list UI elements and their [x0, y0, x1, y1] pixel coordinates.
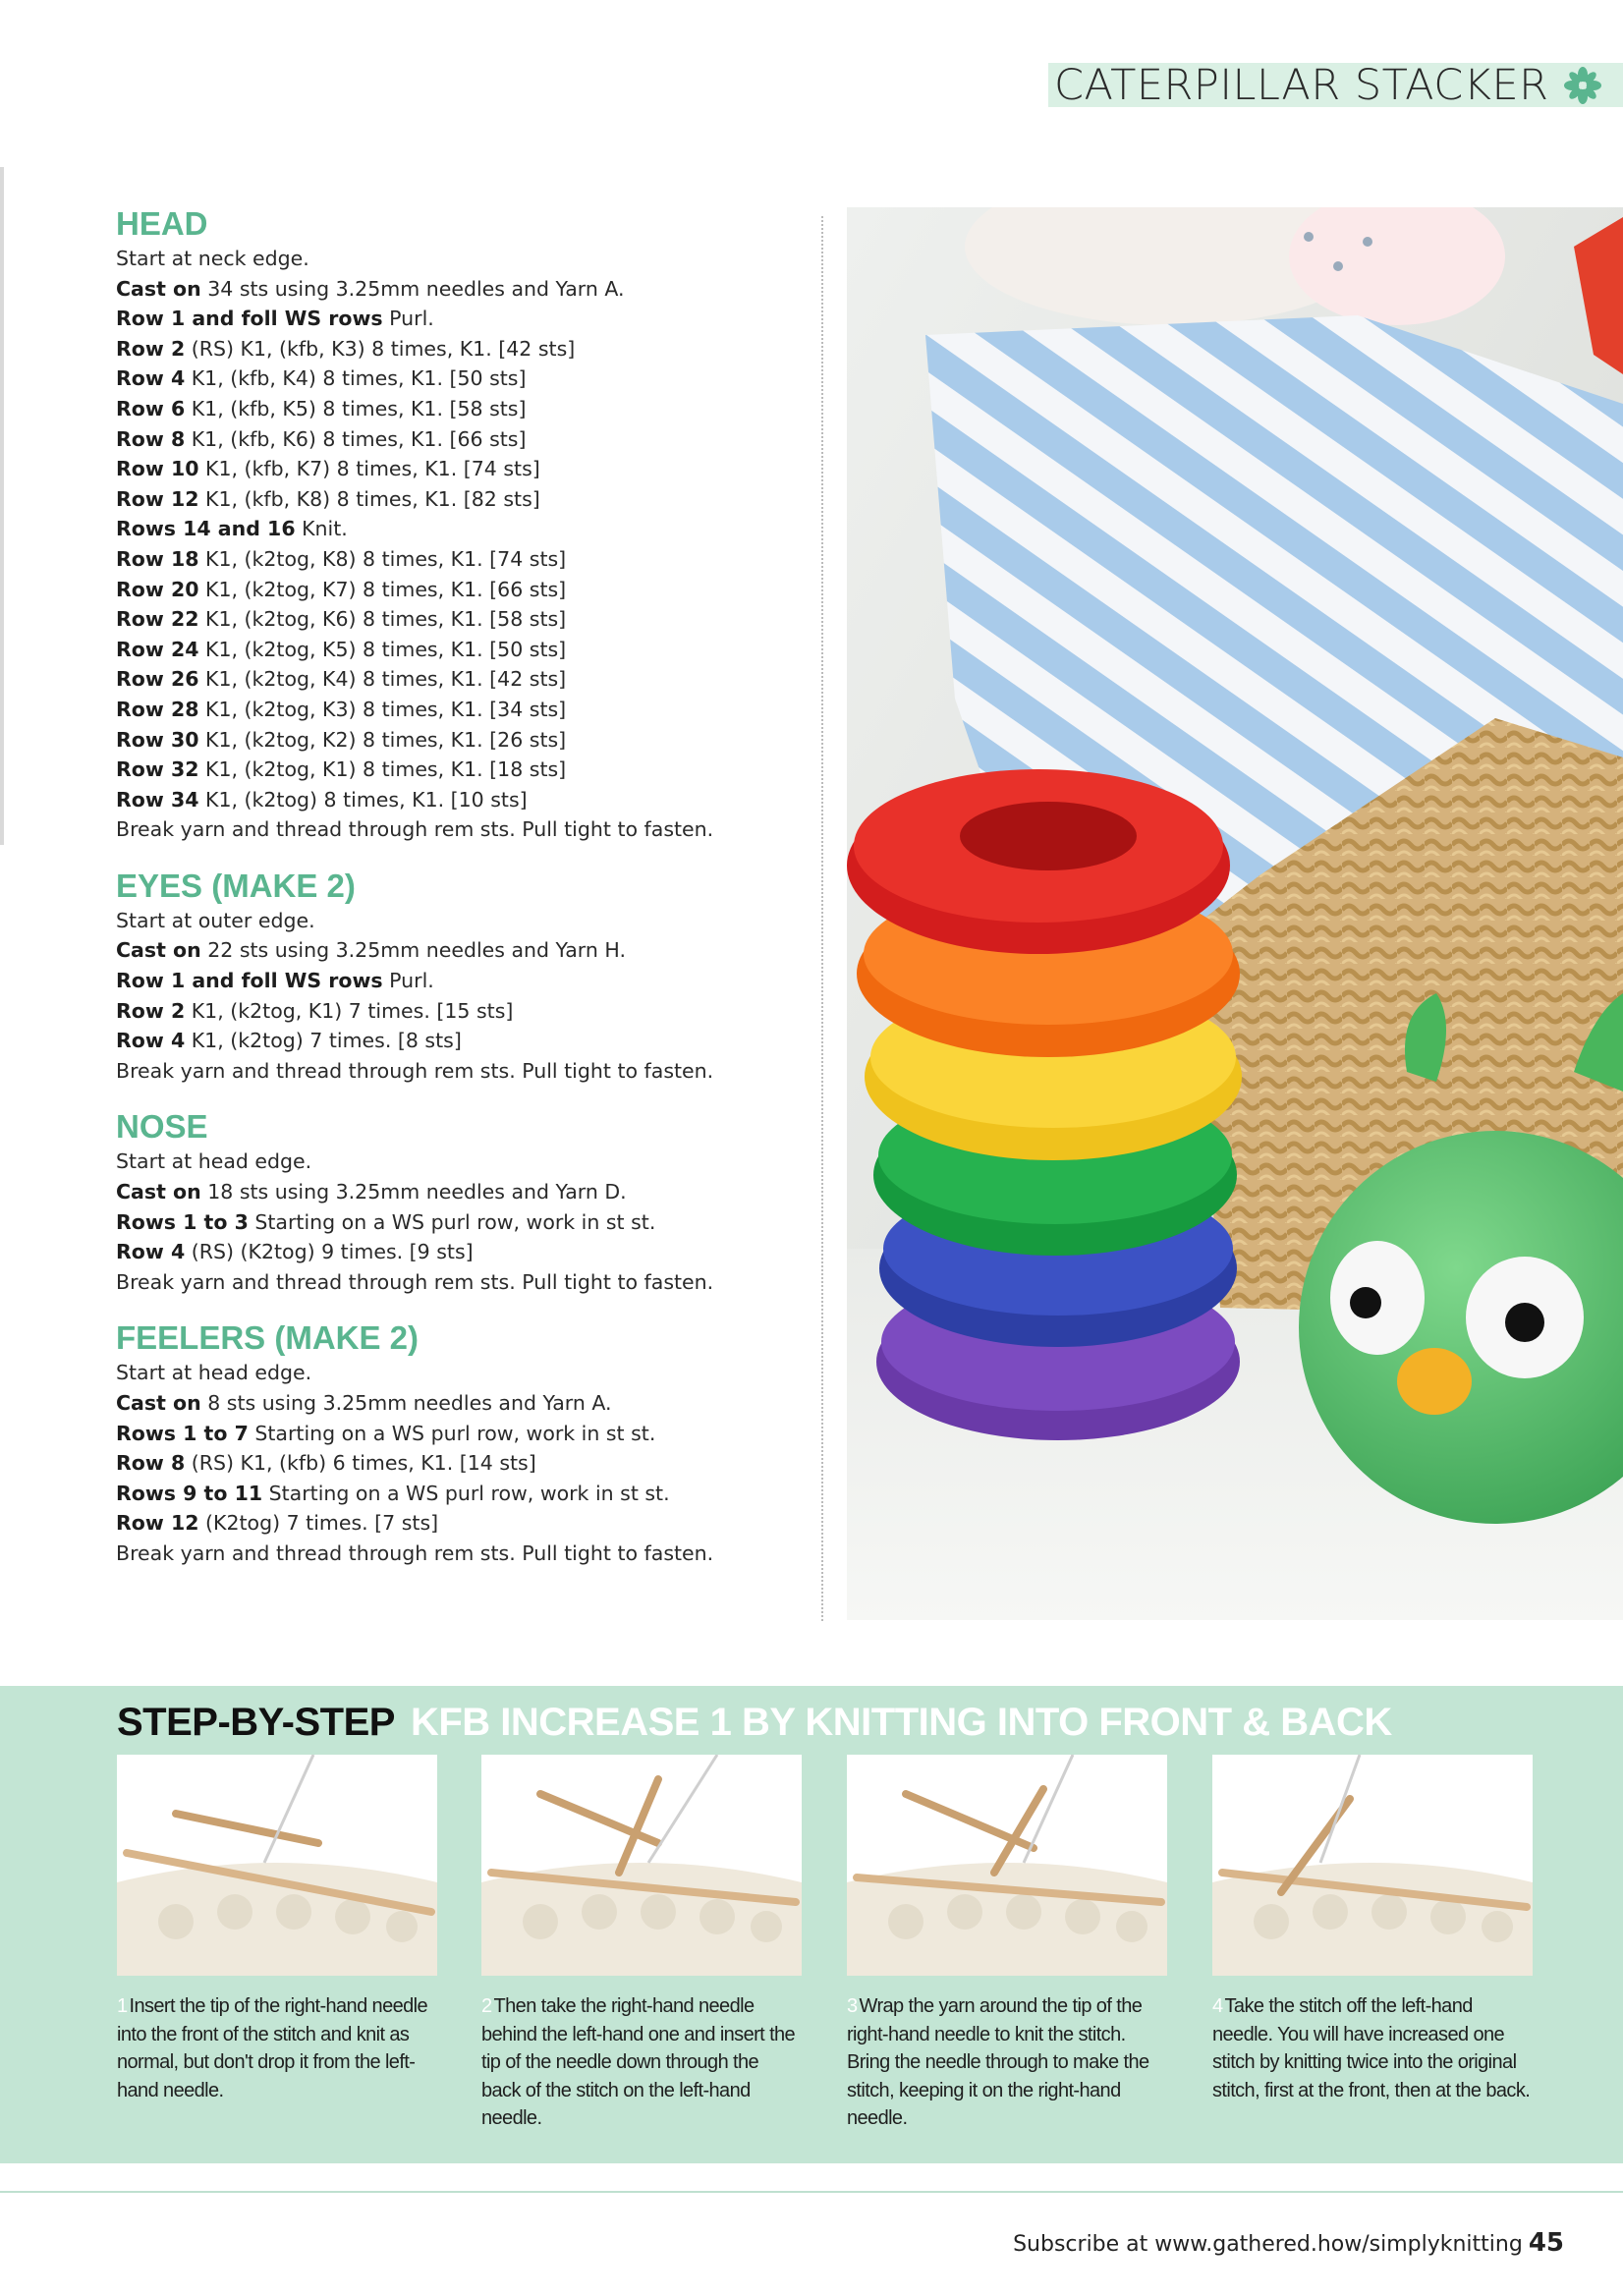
instruction-text: (RS) (K2tog) 9 times. [9 sts] — [185, 1240, 474, 1264]
instruction-line — [116, 334, 804, 364]
instruction-line — [116, 544, 804, 575]
instruction-line — [116, 1207, 804, 1238]
step-2 — [481, 1755, 802, 2133]
instruction-text: Start at neck edge. — [116, 247, 309, 270]
instruction-text: Break yarn and thread through rem sts. Pull tight to fasten. — [116, 1540, 714, 1565]
step-1 — [117, 1755, 437, 2104]
row-label: Row 1 and foll WS rows — [116, 307, 383, 331]
instruction-line — [116, 1388, 804, 1419]
instruction-line — [116, 814, 804, 845]
instruction-text: Break yarn and thread through rem sts. Pull tight to fasten. — [116, 1058, 714, 1083]
row-label: Row 4 — [116, 1240, 186, 1264]
step-3-photo — [847, 1755, 1167, 1976]
instruction-text: K1, (kfb, K8) 8 times, K1. [82 sts] — [198, 486, 540, 511]
page-title: CATERPILLAR STACKER — [1054, 60, 1549, 110]
instruction-line — [116, 1448, 804, 1479]
page-edge-mark — [0, 167, 4, 845]
instruction-text: K1, (k2tog, K4) 8 times, K1. [42 sts] — [198, 667, 567, 692]
instruction-line — [116, 635, 804, 665]
instruction-text: (RS) K1, (kfb, K3) 8 times, K1. [42 sts] — [185, 336, 576, 361]
instruction-line — [116, 244, 804, 274]
subscribe-text: Subscribe at www.gathered.how/simplyknitting — [1013, 2232, 1523, 2257]
ring-stack — [847, 769, 1242, 1440]
row-label: Row 28 — [116, 697, 199, 721]
step-2-caption: Then take the right-hand needle behind the left-hand one and insert the tip of the needle down through the back of the stitch on the left-hand needle. — [481, 1995, 796, 2129]
instruction-line — [116, 1147, 804, 1177]
instruction-text: K1, (kfb, K7) 8 times, K1. [74 sts] — [198, 457, 540, 481]
section-heading: FEELERS (MAKE 2) — [116, 1319, 420, 1357]
instruction-line — [116, 304, 804, 334]
instruction-text: Start at outer edge. — [116, 908, 315, 932]
pattern-section — [116, 1318, 804, 1568]
instruction-text: Break yarn and thread through rem sts. Pull tight to fasten. — [116, 817, 714, 842]
section-header — [1048, 60, 1623, 110]
instruction-line — [116, 575, 804, 605]
row-label: Row 34 — [116, 787, 199, 812]
kfb-heading: KFB INCREASE 1 BY KNITTING INTO FRONT & BACK — [410, 1701, 1392, 1744]
row-label: Row 8 — [116, 1451, 186, 1476]
row-label: Row 30 — [116, 727, 199, 752]
instruction-line — [116, 424, 804, 455]
flower-icon — [1563, 66, 1602, 105]
step-1-number: 1 — [117, 1995, 128, 2017]
step-2-number: 2 — [481, 1995, 492, 2017]
instruction-line — [116, 1508, 804, 1539]
section-heading: EYES (MAKE 2) — [116, 867, 356, 904]
row-label: Row 20 — [116, 577, 199, 601]
row-label: Rows 9 to 11 — [116, 1481, 263, 1505]
instruction-text: K1, (k2tog, K8) 8 times, K1. [74 sts] — [198, 546, 567, 571]
caterpillar-stacker-photo — [847, 207, 1623, 1620]
instruction-line — [116, 1177, 804, 1207]
instruction-text: K1, (k2tog, K6) 8 times, K1. [58 sts] — [198, 607, 567, 632]
instruction-line — [116, 1237, 804, 1267]
instruction-line — [116, 906, 804, 936]
row-label: Rows 1 to 7 — [116, 1421, 249, 1445]
instruction-line — [116, 1479, 804, 1509]
instruction-line — [116, 274, 804, 305]
step-4 — [1212, 1755, 1533, 2104]
step-by-step-heading — [117, 1701, 1392, 1745]
row-label: Row 8 — [116, 426, 186, 451]
row-label: Rows 1 to 3 — [116, 1209, 249, 1234]
step-by-step-panel — [0, 1686, 1623, 2163]
step-1-caption: Insert the tip of the right-hand needle into the front of the stitch and knit as normal, but don't drop it from the left-hand needle. — [117, 1995, 428, 2101]
page-footer — [1013, 2228, 1564, 2258]
pattern-section — [116, 867, 804, 1087]
instruction-line — [116, 996, 804, 1027]
row-label: Cast on — [116, 276, 201, 301]
instruction-text: K1, (kfb, K4) 8 times, K1. [50 sts] — [185, 366, 527, 391]
step-by-step-label: STEP-BY-STEP — [117, 1701, 395, 1744]
instruction-text: K1, (k2tog, K3) 8 times, K1. [34 sts] — [198, 697, 567, 721]
instruction-text: Knit. — [295, 517, 348, 541]
instruction-line — [116, 755, 804, 785]
instruction-line — [116, 1267, 804, 1298]
instruction-text: K1, (k2tog, K2) 8 times, K1. [26 sts] — [198, 727, 567, 752]
section-heading: NOSE — [116, 1108, 208, 1146]
instruction-text: Starting on a WS purl row, work in st st. — [262, 1481, 670, 1505]
step-4-number: 4 — [1212, 1995, 1223, 2017]
row-label: Row 6 — [116, 396, 186, 420]
instruction-text: Starting on a WS purl row, work in st st. — [248, 1209, 656, 1234]
instruction-line — [116, 695, 804, 725]
instruction-line — [116, 454, 804, 484]
instruction-line — [116, 966, 804, 996]
instruction-text: Purl. — [382, 307, 434, 331]
row-label: Row 22 — [116, 607, 199, 632]
page-number: 45 — [1528, 2228, 1564, 2258]
instruction-text: Starting on a WS purl row, work in st st. — [248, 1421, 656, 1445]
pattern-instructions — [116, 204, 804, 1591]
pattern-section — [116, 204, 804, 845]
row-label: Cast on — [116, 1180, 201, 1204]
row-label: Row 1 and foll WS rows — [116, 969, 383, 993]
instruction-text: K1, (kfb, K6) 8 times, K1. [66 sts] — [185, 426, 527, 451]
row-label: Row 12 — [116, 1511, 199, 1536]
instruction-text: 8 sts using 3.25mm needles and Yarn A. — [200, 1391, 612, 1415]
instruction-line — [116, 514, 804, 544]
row-label: Rows 14 and 16 — [116, 517, 296, 541]
instruction-text: K1, (k2tog) 8 times, K1. [10 sts] — [198, 787, 528, 812]
instruction-text: Start at head edge. — [116, 1149, 312, 1174]
row-label: Row 12 — [116, 486, 199, 511]
instruction-text: K1, (k2tog, K1) 8 times, K1. [18 sts] — [198, 757, 567, 782]
instruction-line — [116, 785, 804, 815]
step-3 — [847, 1755, 1167, 2133]
instruction-line — [116, 664, 804, 695]
instruction-text: K1, (k2tog) 7 times. [8 sts] — [185, 1029, 462, 1053]
section-heading: HEAD — [116, 205, 208, 242]
step-2-photo — [481, 1755, 802, 1976]
instruction-text: (RS) K1, (kfb) 6 times, K1. [14 sts] — [185, 1451, 536, 1476]
instruction-text: K1, (kfb, K5) 8 times, K1. [58 sts] — [185, 396, 527, 420]
instruction-line — [116, 604, 804, 635]
instruction-text: Break yarn and thread through rem sts. Pull tight to fasten. — [116, 1269, 714, 1294]
step-4-photo — [1212, 1755, 1533, 1976]
row-label: Row 4 — [116, 1029, 186, 1053]
row-label: Row 2 — [116, 336, 186, 361]
row-label: Row 10 — [116, 457, 199, 481]
row-label: Row 18 — [116, 546, 199, 571]
row-label: Row 24 — [116, 637, 199, 661]
instruction-text: Purl. — [382, 969, 434, 993]
instruction-text: (K2tog) 7 times. [7 sts] — [198, 1511, 439, 1536]
row-label: Cast on — [116, 1391, 201, 1415]
instruction-line — [116, 1539, 804, 1569]
instruction-text: K1, (k2tog, K7) 8 times, K1. [66 sts] — [198, 577, 567, 601]
row-label: Cast on — [116, 938, 201, 963]
instruction-line — [116, 364, 804, 394]
row-label: Row 26 — [116, 667, 199, 692]
instruction-line — [116, 484, 804, 515]
row-label: Row 32 — [116, 757, 199, 782]
step-3-caption: Wrap the yarn around the tip of the right-hand needle to knit the stitch. Bring the needle through to make the stitch, keeping it on the right-hand needle. — [847, 1995, 1149, 2129]
instruction-text: 22 sts using 3.25mm needles and Yarn H. — [200, 938, 626, 963]
footer-rule — [0, 2191, 1623, 2193]
instruction-line — [116, 1419, 804, 1449]
instruction-text: K1, (k2tog, K5) 8 times, K1. [50 sts] — [198, 637, 567, 661]
instruction-line — [116, 725, 804, 756]
instruction-line — [116, 1358, 804, 1388]
step-4-caption: Take the stitch off the left-hand needle. You will have increased one stitch by knitting twice into the original stitch, first at the front, then at the back. — [1212, 1995, 1531, 2101]
instruction-text: Start at head edge. — [116, 1361, 312, 1385]
step-1-photo — [117, 1755, 437, 1976]
row-label: Row 4 — [116, 366, 186, 391]
instruction-line — [116, 1026, 804, 1056]
pattern-section — [116, 1107, 804, 1297]
instruction-text: K1, (k2tog, K1) 7 times. [15 sts] — [185, 998, 514, 1023]
row-label: Row 2 — [116, 998, 186, 1023]
column-divider — [821, 216, 823, 1621]
instruction-line — [116, 1056, 804, 1087]
instruction-text: 34 sts using 3.25mm needles and Yarn A. — [200, 276, 625, 301]
instruction-text: 18 sts using 3.25mm needles and Yarn D. — [200, 1180, 627, 1204]
instruction-line — [116, 935, 804, 966]
step-3-number: 3 — [847, 1995, 858, 2017]
instruction-line — [116, 394, 804, 424]
